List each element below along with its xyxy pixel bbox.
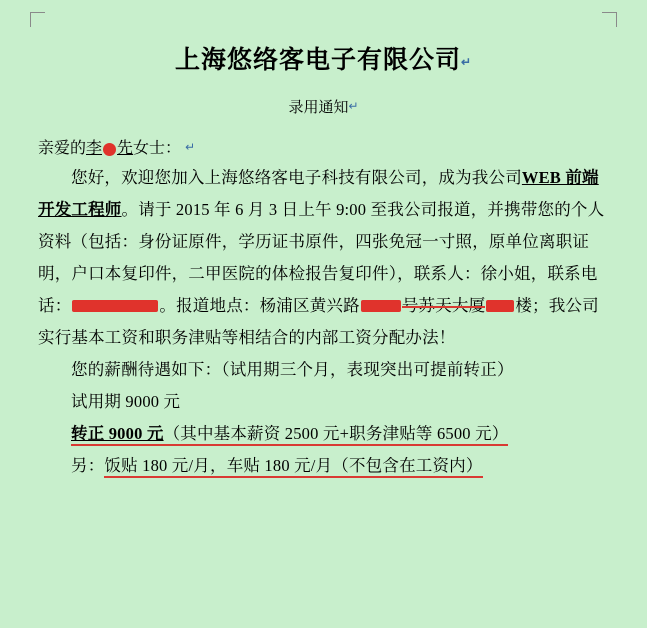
document-body bbox=[38, 26, 609, 628]
extra-allowance-text: 饭贴 180 元/月，车贴 180 元/月（不包含在工资内） bbox=[104, 456, 482, 478]
crop-mark-top-right bbox=[602, 12, 617, 27]
extra-allowance-prefix: 另： bbox=[71, 456, 105, 475]
welcome-segment-5: 楼；我公司实行基本工资和职务津贴等相结合的内部工资分配办法！ bbox=[38, 296, 599, 347]
redaction-address-floor bbox=[486, 300, 514, 312]
redaction-address-number bbox=[361, 300, 401, 312]
welcome-segment-1: 您好，欢迎您加入上海悠络客电子科技有限公司，成为我公司 bbox=[71, 168, 522, 187]
paragraph-probation-salary: 试用期 9000 元 bbox=[71, 392, 181, 411]
company-title bbox=[38, 40, 609, 76]
welcome-segment-4: 号苏天大厦 bbox=[401, 296, 486, 315]
job-title: WEB 前端开发工程师 bbox=[38, 168, 599, 219]
regular-salary-amount: 转正 9000 元 bbox=[71, 424, 164, 446]
salutation-line bbox=[38, 135, 609, 158]
welcome-segment-3: 。报道地点：杨浦区黄兴路 bbox=[159, 296, 360, 315]
company-title-text: 上海悠络客电子有限公司 bbox=[174, 47, 461, 74]
paragraph-salary-intro: 您的薪酬待遇如下：（试用期三个月，表现突出可提前转正） bbox=[71, 360, 514, 379]
salutation-prefix: 亲爱的 bbox=[38, 140, 87, 157]
subtitle-text: 录用通知 bbox=[288, 100, 349, 116]
welcome-segment-2: 。请于 2015 年 6 月 3 日上午 9:00 至我公司报道，并携带您的个人资料（包括：身份证原件，学历证书原件，四张免冠一寸照，原单位离职证明，户口本复印件，二甲医院的体检报告复印件），联系人：徐小姐，联系电话： bbox=[38, 200, 605, 315]
salutation-honorific: 女士： bbox=[133, 140, 182, 157]
pilcrow-icon: ↵ bbox=[185, 140, 196, 154]
paragraph-welcome bbox=[38, 162, 609, 354]
paragraph-regular-salary bbox=[38, 418, 609, 450]
redaction-mark bbox=[103, 143, 116, 156]
salutation-name: 李 bbox=[86, 140, 103, 157]
regular-salary-breakdown: （其中基本薪资 2500 元+职务津贴等 6500 元） bbox=[164, 424, 509, 446]
redaction-phone bbox=[72, 300, 158, 312]
document-subtitle bbox=[38, 96, 609, 117]
crop-mark-top-left bbox=[30, 12, 45, 27]
pilcrow-icon: ↵ bbox=[348, 99, 359, 113]
pilcrow-icon: ↵ bbox=[460, 55, 473, 69]
salutation-name-suffix: 先 bbox=[117, 140, 134, 157]
paragraph-extra-allowance bbox=[38, 450, 609, 482]
